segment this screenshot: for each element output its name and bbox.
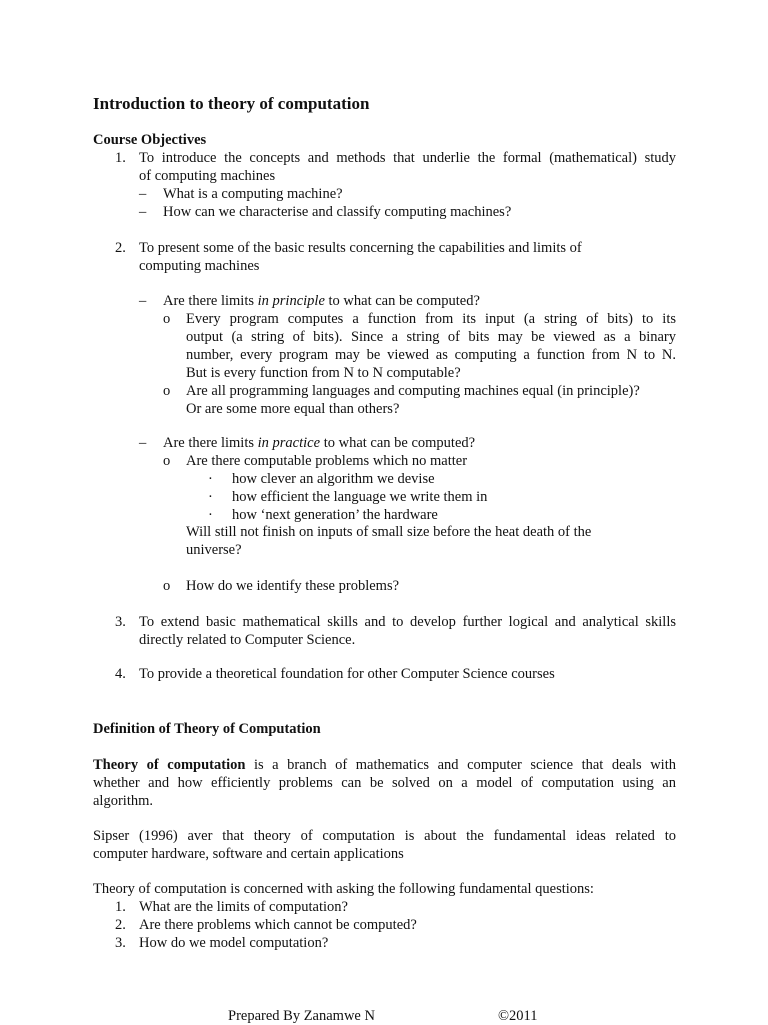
objective-3-line-1: To extend basic mathematical skills and to develop further logical and analytical skills — [139, 614, 676, 630]
principle-bullet-2-line-1: Are all programming languages and computing machines equal (in principle)? — [186, 383, 640, 399]
question-3: How do we model computation? — [139, 935, 329, 951]
definition-heading: Definition of Theory of Computation — [93, 721, 321, 737]
principle-question-post: to what can be computed? — [324, 293, 480, 309]
objective-4-line-1: To provide a theoretical foundation for other Computer Science courses — [139, 666, 555, 682]
definition-paragraph-1-line-1 — [93, 756, 676, 774]
practice-question — [163, 434, 475, 452]
dash-bullet: – — [139, 204, 147, 220]
dot-bullet: · — [208, 507, 213, 523]
practice-dot-3: how ‘next generation’ the hardware — [232, 507, 438, 523]
practice-will-line-2: universe? — [186, 542, 242, 558]
question-3-number: 3. — [115, 935, 126, 951]
practice-question-em: in practice — [257, 435, 321, 451]
footer-copyright: ©2011 — [498, 1008, 538, 1024]
practice-will-line-1: Will still not finish on inputs of small size before the heat death of the — [186, 524, 592, 540]
definition-paragraph-2-line-1: Sipser (1996) aver that theory of computation is about the fundamental ideas related to — [93, 828, 676, 844]
objective-4-number: 4. — [115, 666, 126, 682]
question-1-number: 1. — [115, 899, 126, 915]
definition-paragraph-3: Theory of computation is concerned with asking the following fundamental questions: — [93, 881, 594, 897]
definition-paragraph-1-line-2: whether and how efficiently problems can be solved on a model of computation using an — [93, 775, 676, 791]
principle-bullet-1-line-1: Every program computes a function from its input (a string of bits) to its — [186, 311, 676, 327]
circle-bullet: o — [163, 453, 171, 469]
objective-3-line-2: directly related to Computer Science. — [139, 632, 356, 648]
definition-paragraph-2-line-2: computer hardware, software and certain applications — [93, 846, 404, 862]
principle-question-em: in principle — [257, 293, 325, 309]
objective-2-line-1: To present some of the basic results concerning the capabilities and limits of — [139, 240, 582, 256]
course-objectives-heading: Course Objectives — [93, 132, 207, 148]
footer-prepared-by: Prepared By Zanamwe N — [228, 1008, 375, 1024]
practice-question-post: to what can be computed? — [320, 435, 476, 451]
practice-bullet-1: Are there computable problems which no matter — [186, 453, 468, 469]
dash-bullet: – — [139, 435, 147, 451]
question-2: Are there problems which cannot be computed? — [139, 917, 417, 933]
objective-1-sub-2: How can we characterise and classify computing machines? — [163, 204, 512, 220]
practice-dot-2: how efficient the language we write them in — [232, 489, 488, 505]
objective-2-number: 2. — [115, 240, 126, 256]
question-2-number: 2. — [115, 917, 126, 933]
dot-bullet: · — [208, 471, 213, 487]
circle-bullet: o — [163, 383, 171, 399]
dot-bullet: · — [208, 489, 213, 505]
page-title: Introduction to theory of computation — [93, 94, 370, 113]
principle-bullet-2-line-2: Or are some more equal than others? — [186, 401, 400, 417]
practice-question-pre: Are there limits — [163, 435, 258, 451]
principle-bullet-1-line-4: But is every function from N to N computable? — [186, 365, 461, 381]
circle-bullet: o — [163, 578, 171, 594]
objective-1-line-2: of computing machines — [139, 168, 276, 184]
dash-bullet: – — [139, 186, 147, 202]
question-1: What are the limits of computation? — [139, 899, 348, 915]
objective-3-number: 3. — [115, 614, 126, 630]
principle-bullet-1-line-2: output (a string of bits). Since a string of bits may be viewed as a binary — [186, 329, 676, 345]
definition-term: Theory of computation — [93, 757, 246, 773]
definition-paragraph-1-line-3: algorithm. — [93, 793, 154, 809]
principle-question — [163, 292, 480, 310]
principle-bullet-1-line-3: number, every program may be viewed as computing a function from N to N. — [186, 347, 676, 363]
objective-1-sub-1: What is a computing machine? — [163, 186, 343, 202]
circle-bullet: o — [163, 311, 171, 327]
objective-1-number: 1. — [115, 150, 126, 166]
dash-bullet: – — [139, 293, 147, 309]
objective-2-line-2: computing machines — [139, 258, 260, 274]
principle-question-pre: Are there limits — [163, 293, 258, 309]
objective-1-line-1: To introduce the concepts and methods that underlie the formal (mathematical) study — [139, 150, 676, 166]
practice-bullet-2: How do we identify these problems? — [186, 578, 400, 594]
definition-paragraph-1-rest: is a branch of mathematics and computer science that deals with — [245, 757, 676, 773]
practice-dot-1: how clever an algorithm we devise — [232, 471, 435, 487]
